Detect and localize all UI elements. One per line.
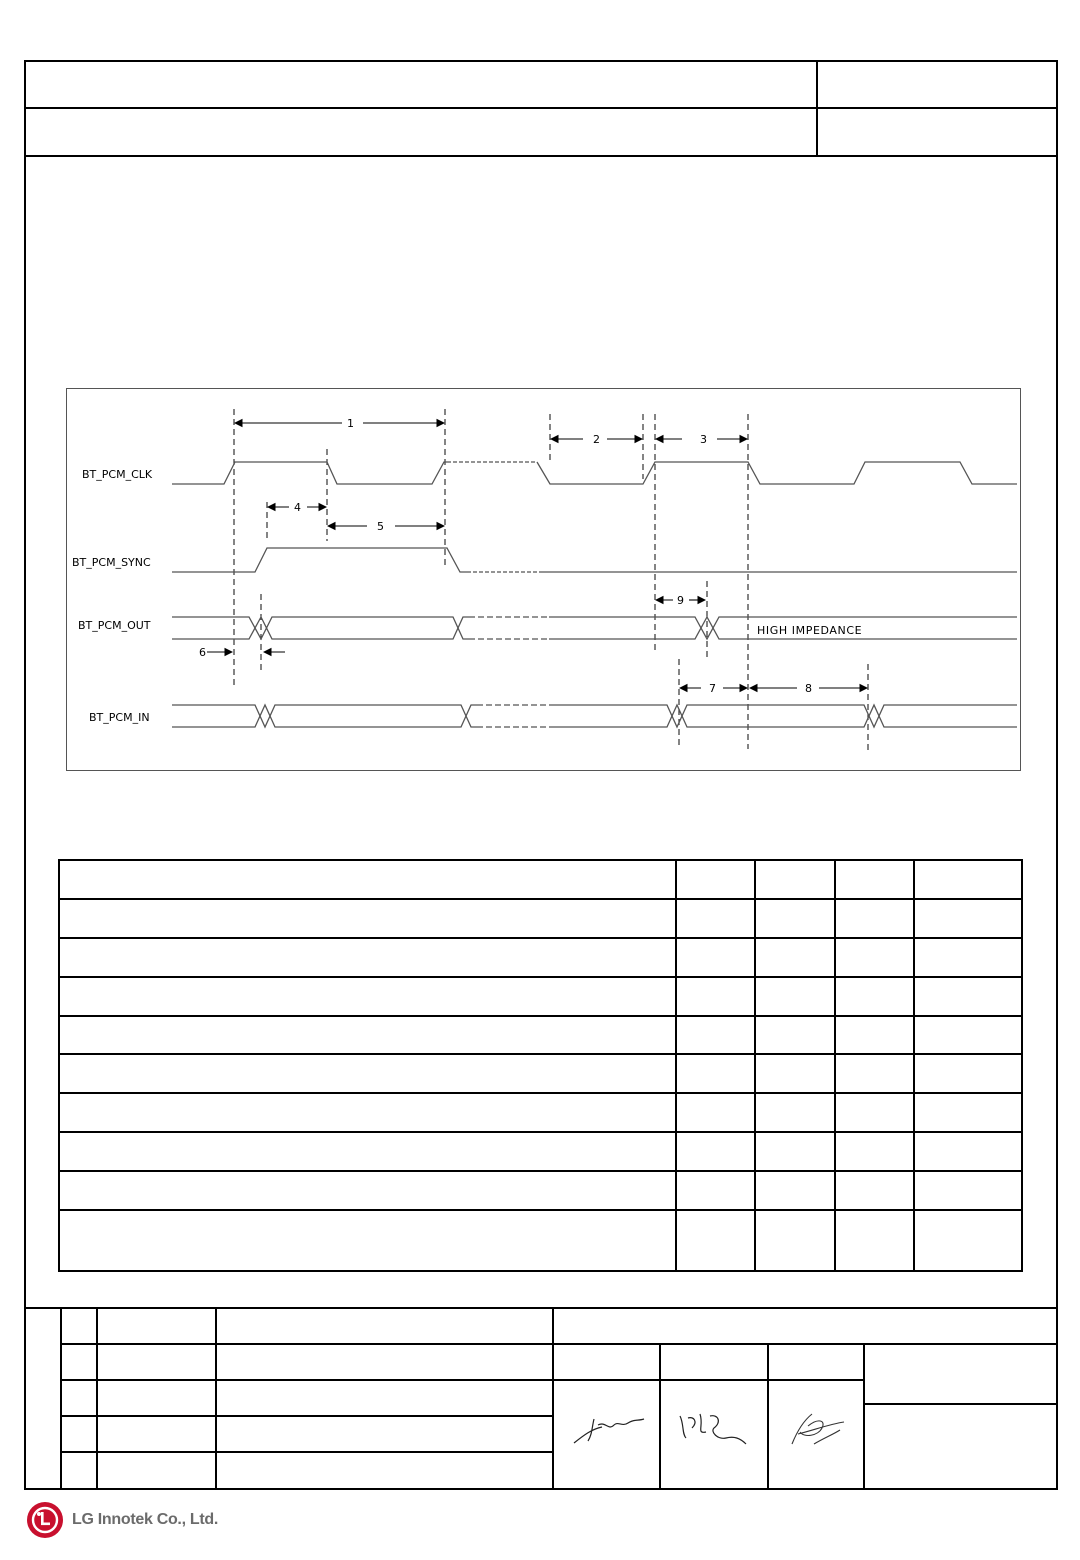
approval-col-2 bbox=[767, 1343, 769, 1490]
signature-2 bbox=[670, 1404, 760, 1454]
header-subtitle bbox=[26, 109, 822, 154]
timing-diagram-svg bbox=[67, 389, 1022, 772]
signal-label-out: BT_PCM_OUT bbox=[78, 619, 151, 632]
in-waveform bbox=[172, 705, 1017, 727]
timing-marker-3: 3 bbox=[700, 433, 707, 446]
clk-waveform bbox=[172, 462, 1017, 484]
table-row bbox=[58, 1131, 1023, 1133]
header-title bbox=[26, 62, 822, 107]
header-divider-2 bbox=[24, 155, 1058, 157]
signal-label-sync: BT_PCM_SYNC bbox=[72, 556, 151, 569]
table-row bbox=[58, 1015, 1023, 1017]
table-row bbox=[58, 1053, 1023, 1055]
signature-1 bbox=[562, 1405, 652, 1455]
revision-col-1 bbox=[60, 1307, 62, 1490]
approval-line-2 bbox=[60, 1343, 1058, 1345]
sync-waveform bbox=[172, 548, 1017, 572]
table-row bbox=[58, 976, 1023, 978]
timing-marker-2: 2 bbox=[593, 433, 600, 446]
signature-3 bbox=[778, 1404, 858, 1454]
timing-marker-1: 1 bbox=[347, 417, 354, 430]
timing-marker-7: 7 bbox=[709, 682, 716, 695]
revision-col-2 bbox=[96, 1307, 98, 1490]
table-row bbox=[58, 937, 1023, 939]
timing-marker-8: 8 bbox=[805, 682, 812, 695]
table-row bbox=[58, 898, 1023, 900]
page-frame bbox=[24, 60, 1058, 1490]
timing-marker-9: 9 bbox=[677, 594, 684, 607]
company-name: LG Innotek Co., Ltd. bbox=[72, 1511, 218, 1528]
revision-col-4 bbox=[552, 1307, 554, 1490]
lg-logo-icon bbox=[26, 1501, 64, 1539]
approval-col-3 bbox=[863, 1343, 865, 1490]
table-row bbox=[58, 1170, 1023, 1172]
approval-line-right bbox=[864, 1403, 1058, 1405]
table-row bbox=[58, 1092, 1023, 1094]
timing-marker-6: 6 bbox=[199, 646, 206, 659]
signal-label-in: BT_PCM_IN bbox=[89, 711, 150, 724]
revision-col-3 bbox=[215, 1307, 217, 1490]
timing-marker-5: 5 bbox=[377, 520, 384, 533]
revision-line-3 bbox=[60, 1379, 552, 1381]
approval-col-1 bbox=[659, 1343, 661, 1490]
table-row bbox=[58, 1209, 1023, 1211]
pcm-timing-diagram bbox=[66, 388, 1021, 771]
approval-line-3 bbox=[552, 1379, 864, 1381]
header-doc-number bbox=[818, 62, 1056, 107]
signal-label-clk: BT_PCM_CLK bbox=[82, 468, 153, 481]
reference-lines bbox=[234, 409, 868, 754]
out-waveform bbox=[172, 617, 1017, 639]
header-page bbox=[818, 109, 1056, 154]
company-logo bbox=[26, 1500, 236, 1540]
revision-line-4 bbox=[60, 1415, 552, 1417]
revision-line-5 bbox=[60, 1451, 552, 1453]
timing-marker-4: 4 bbox=[294, 501, 301, 514]
high-impedance-label: HIGH IMPEDANCE bbox=[757, 624, 863, 637]
approval-top-line bbox=[24, 1307, 1058, 1309]
